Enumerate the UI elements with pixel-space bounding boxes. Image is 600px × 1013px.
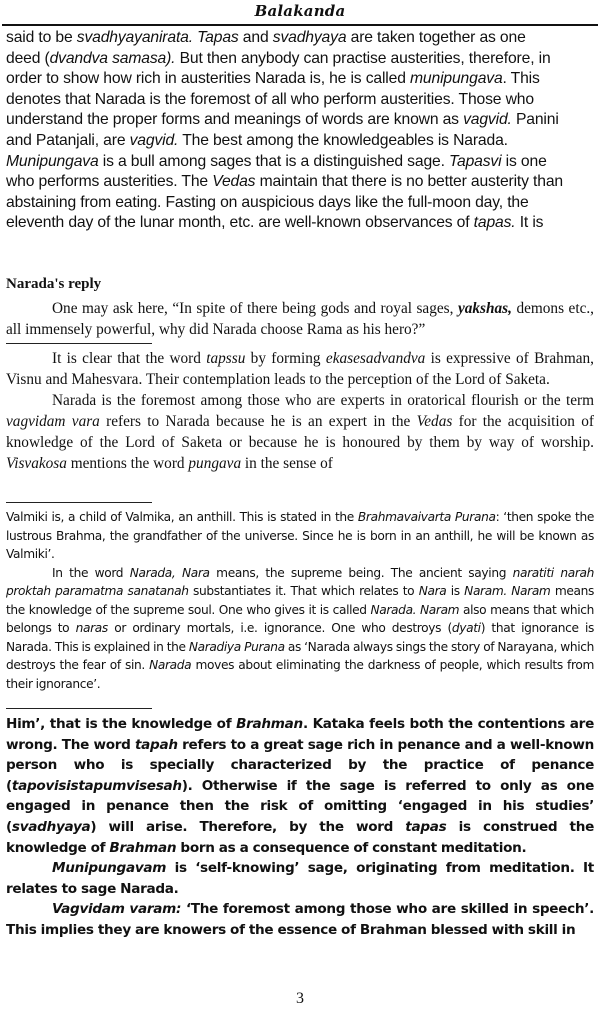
paragraph: Vagvidam varam: ‘The foremost among those who are skilled in speech’. This implies they are knowers of the essence of Brahman blessed with skill in — [6, 901, 594, 938]
separator-rule — [6, 708, 152, 709]
paragraph: Valmiki is, a child of Valmika, an anthill. This is stated in the Brahmavaivarta Purana: ‘then spoke the lustrous Brahma, the grandfather of the universe. Since he is born in an anthill, he will be known as Valmiki’. — [6, 510, 594, 561]
text-line: denotes that Narada is the foremost of all who perform austerities. Those who — [6, 90, 534, 108]
paragraph-svadhyaya — [6, 28, 594, 234]
text-line: understand the proper forms and meanings of words are known as vagvid. Panini — [6, 111, 559, 129]
paragraph: Munipungavam is ‘self-knowing’ sage, originating from meditation. It relates to sage Narada. — [6, 860, 594, 897]
text-line: Munipungava is a bull among sages that is a distinguished sage. Tapasvi is one — [6, 152, 547, 170]
paragraph: Him’, that is the knowledge of Brahman. Kataka feels both the contentions are wrong. The word tapah refers to a great sage rich in penance and a well-known person who is specially characterized by the practice of penance (tapovisistapumvisesah). Otherwise if the sage is referred to only as one engaged in penance then the risk of omitting ‘engaged in his studies’ (svadhyaya) will arise. Therefore, by the word tapas is construed the knowledge of Brahman born as a consequence of constant meditation. — [6, 716, 595, 856]
paragraph-tapssu — [6, 348, 594, 475]
separator-rule — [6, 343, 152, 344]
text-line: said to be svadhyayanirata. Tapas and svadhyaya are taken together as one — [6, 29, 526, 46]
text-line: and Patanjali, are vagvid. The best among the knowledgeables is Narada. — [6, 131, 508, 149]
text-line: eleventh day of the lunar month, etc. are well-known observances of tapas. It is — [6, 214, 544, 232]
paragraph: Narada is the foremost among those who are experts in oratorical flourish or the term vagvidam vara refers to Narada because he is an expert in the Vedas for the acquisition of knowledge of the Lord of Saketa or because he is honoured by them by way of worship. Visvakosa mentions the word pungava in the sense of — [6, 392, 594, 473]
paragraph: In the word Narada, Nara means, the supreme being. The ancient saying naratiti narah proktah paramatma sanatanah substantiates it. That which relates to Nara is Naram. Naram means the knowledge of the supreme soul. One who gives it is called Narada. Naram also means that which belongs to naras or ordinary mortals, i.e. ignorance. One who destroys (dyati) that ignorance is Narada. This is explained in the Naradiya Purana as ‘Narada always sings the story of Narayana, which destroys the fear of sin. Narada moves about eliminating the darkness of people, which results from their ignorance’. — [6, 565, 595, 691]
page-number: 3 — [296, 990, 304, 1007]
text-line: order to show how rich in austerities Narada is, he is called munipungava. This — [6, 70, 540, 88]
text-line: abstaining from eating. Fasting on auspicious days like the full-moon day, the — [6, 193, 529, 211]
text-line: who performs austerities. The Vedas maintain that there is no better austerity than — [6, 173, 563, 191]
section-heading: Narada's reply — [6, 276, 102, 292]
header-rule — [2, 24, 598, 26]
paragraph-question: One may ask here, “In spite of there being gods and royal sages, yakshas, demons etc., all immensely powerful, why did Narada choose Rama as his hero?” — [6, 300, 595, 338]
paragraph: It is clear that the word tapssu by forming ekasesadvandva is expressive of Brahman, Visnu and Mahesvara. Their contemplation leads to the perception of the Lord of Saketa. — [6, 350, 594, 389]
separator-rule — [6, 502, 152, 503]
text-line: deed (dvandva samasa). But then anybody can practise austerities, therefore, in — [6, 49, 551, 67]
paragraph-valmiki — [6, 508, 594, 693]
paragraph-kataka — [6, 714, 594, 941]
running-head: Balakanda — [254, 2, 346, 20]
